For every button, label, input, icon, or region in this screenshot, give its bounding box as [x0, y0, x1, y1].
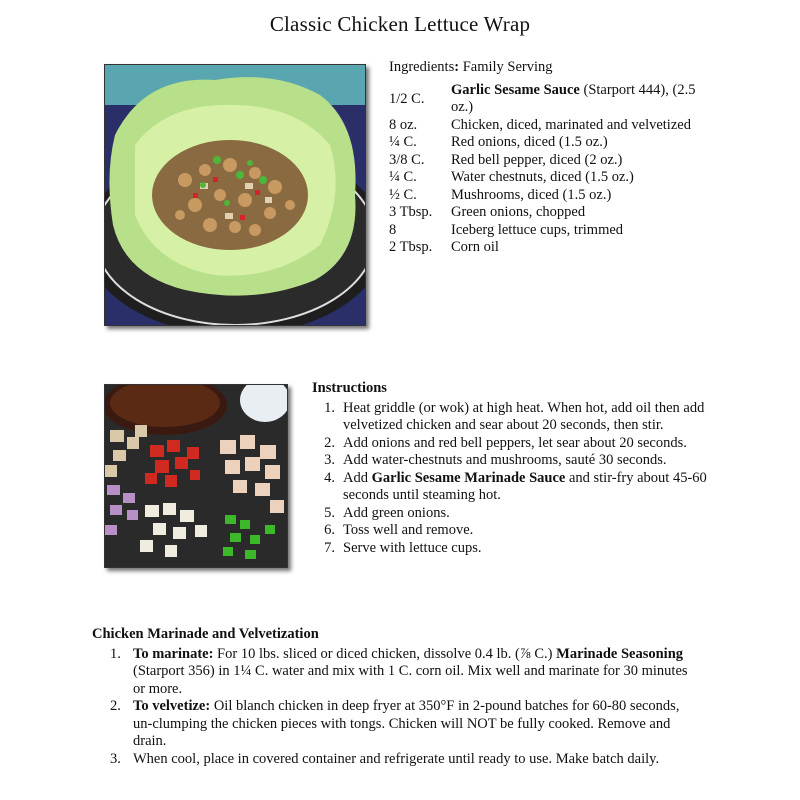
ingredient-row: [389, 187, 719, 205]
step-text-part: When cool, place in covered container and refrigerate until ready to use. Make batch daily.: [133, 750, 660, 767]
step-number: 6.: [324, 522, 335, 538]
marinade-list: [92, 646, 692, 769]
instructions-section: [312, 380, 712, 557]
instruction-step: [312, 505, 712, 523]
ingredient-row: [389, 239, 719, 257]
instruction-step: [312, 435, 712, 453]
ingredient-row: [389, 82, 719, 117]
step-bold-text: Marinade Seasoning: [556, 645, 684, 662]
lettuce-wrap-photo: [104, 64, 366, 326]
step-text-part: Add: [343, 469, 372, 486]
ingredient-text: Mushrooms, diced (1.5 oz.): [451, 186, 612, 203]
ingredient-bold-name: Garlic Sesame Sauce: [451, 81, 580, 98]
step-number: 3.: [110, 750, 121, 767]
instruction-step: [312, 522, 712, 540]
ingredient-text: Iceberg lettuce cups, trimmed: [451, 221, 624, 238]
ingredient-text: Corn oil: [451, 239, 499, 255]
step-text-part: (Starport 356) in 1¼ C. water and mix with 1 C. corn oil. Mix well and marinate for 30 minutes or more.: [133, 663, 688, 697]
step-number: 2.: [110, 698, 121, 714]
step-text: [343, 505, 712, 523]
step-text: [133, 698, 692, 751]
marinade-step: [92, 751, 692, 769]
step-bold-text: Garlic Sesame Marinade Sauce: [371, 469, 566, 486]
ingredient-text: Water chestnuts, diced (1.5 oz.): [451, 169, 634, 185]
step-text: [133, 751, 692, 769]
ingredient-row: [389, 117, 719, 135]
step-number: 7.: [324, 539, 335, 556]
step-number: 1.: [110, 645, 121, 662]
ingredient-row: [389, 204, 719, 222]
step-text: [343, 540, 712, 558]
page-title: Classic Chicken Lettuce Wrap: [269, 12, 531, 36]
instruction-step: [312, 540, 712, 558]
ingredient-quantity: ¼ C.: [389, 169, 417, 185]
instructions-heading: Instructions: [312, 380, 387, 396]
marinade-step: [92, 698, 692, 751]
ingredient-quantity: ½ C.: [389, 186, 417, 203]
step-text-part: Serve with lettuce cups.: [343, 539, 482, 556]
ingredient-name: [451, 82, 719, 117]
ingredient-name: [451, 134, 719, 152]
step-text-part: Add onions and red bell peppers, let sear about 20 seconds.: [343, 434, 687, 451]
ingredient-name: [451, 169, 719, 187]
ingredient-quantity: 3 Tbsp.: [389, 204, 433, 220]
ingredient-name: [451, 117, 719, 135]
ingredient-name: [451, 204, 719, 222]
ingredient-text: Green onions, chopped: [451, 204, 586, 220]
ingredient-quantity: ¼ C.: [389, 134, 417, 150]
marinade-section: [92, 626, 692, 768]
ingredient-row: [389, 152, 719, 170]
step-text-part: Add green onions.: [343, 504, 450, 521]
step-text: [343, 470, 712, 505]
step-text: [343, 522, 712, 540]
marinade-heading: Chicken Marinade and Velvetization: [92, 626, 319, 642]
ingredient-text: Red bell pepper, diced (2 oz.): [451, 151, 623, 168]
step-number: 1.: [324, 399, 335, 416]
ingredients-heading: Ingredients: Family Serving: [389, 59, 553, 75]
step-text: [343, 435, 712, 453]
ingredient-quantity: 8: [389, 221, 397, 238]
step-bold-text: To marinate:: [133, 645, 214, 662]
ingredient-name: [451, 152, 719, 170]
ingredient-row: [389, 134, 719, 152]
instructions-list: [312, 400, 712, 558]
step-number: 3.: [324, 452, 335, 468]
step-text: [343, 452, 712, 470]
step-text-part: and stir-fry about 45-60 seconds until steaming hot.: [343, 469, 707, 503]
ingredient-quantity: 8 oz.: [389, 116, 418, 133]
ingredient-text: (Starport 444), (2.5 oz.): [451, 81, 696, 115]
instruction-step: [312, 452, 712, 470]
step-text-part: Oil blanch chicken in deep fryer at 350°F in 2-pound batches for 60-80 seconds, un-clumping the chicken pieces with tongs. Chicken will NOT be fully cooked. Remove and drain.: [133, 698, 680, 749]
instruction-step: [312, 470, 712, 505]
step-text-part: Add water-chestnuts and mushrooms, sauté 30 seconds.: [343, 452, 667, 468]
step-text-part: For 10 lbs. sliced or diced chicken, dissolve 0.4 lb. (⅞ C.): [213, 645, 557, 662]
ingredient-text: Chicken, diced, marinated and velvetized: [451, 116, 691, 133]
step-number: 5.: [324, 504, 335, 521]
step-text-part: Toss well and remove.: [343, 522, 474, 538]
step-bold-text: To velvetize:: [133, 698, 211, 714]
ingredient-text: Red onions, diced (1.5 oz.): [451, 134, 608, 150]
ingredient-quantity: 1/2 C.: [389, 90, 425, 107]
diced-ingredients-photo: [104, 384, 288, 568]
ingredient-row: [389, 222, 719, 240]
ingredient-name: [451, 239, 719, 257]
ingredient-name: [451, 222, 719, 240]
step-text: [133, 646, 692, 699]
ingredient-name: [451, 187, 719, 205]
ingredients-section: [389, 59, 719, 257]
ingredient-quantity: 3/8 C.: [389, 151, 425, 168]
step-number: 4.: [324, 469, 335, 486]
ingredient-row: [389, 169, 719, 187]
ingredient-quantity: 2 Tbsp.: [389, 239, 433, 255]
step-text-part: Heat griddle (or wok) at high heat. When hot, add oil then add velvetized chicken and sear about 20 seconds, then stir.: [343, 399, 705, 433]
step-number: 2.: [324, 434, 335, 451]
instruction-step: [312, 400, 712, 435]
marinade-step: [92, 646, 692, 699]
step-text: [343, 400, 712, 435]
